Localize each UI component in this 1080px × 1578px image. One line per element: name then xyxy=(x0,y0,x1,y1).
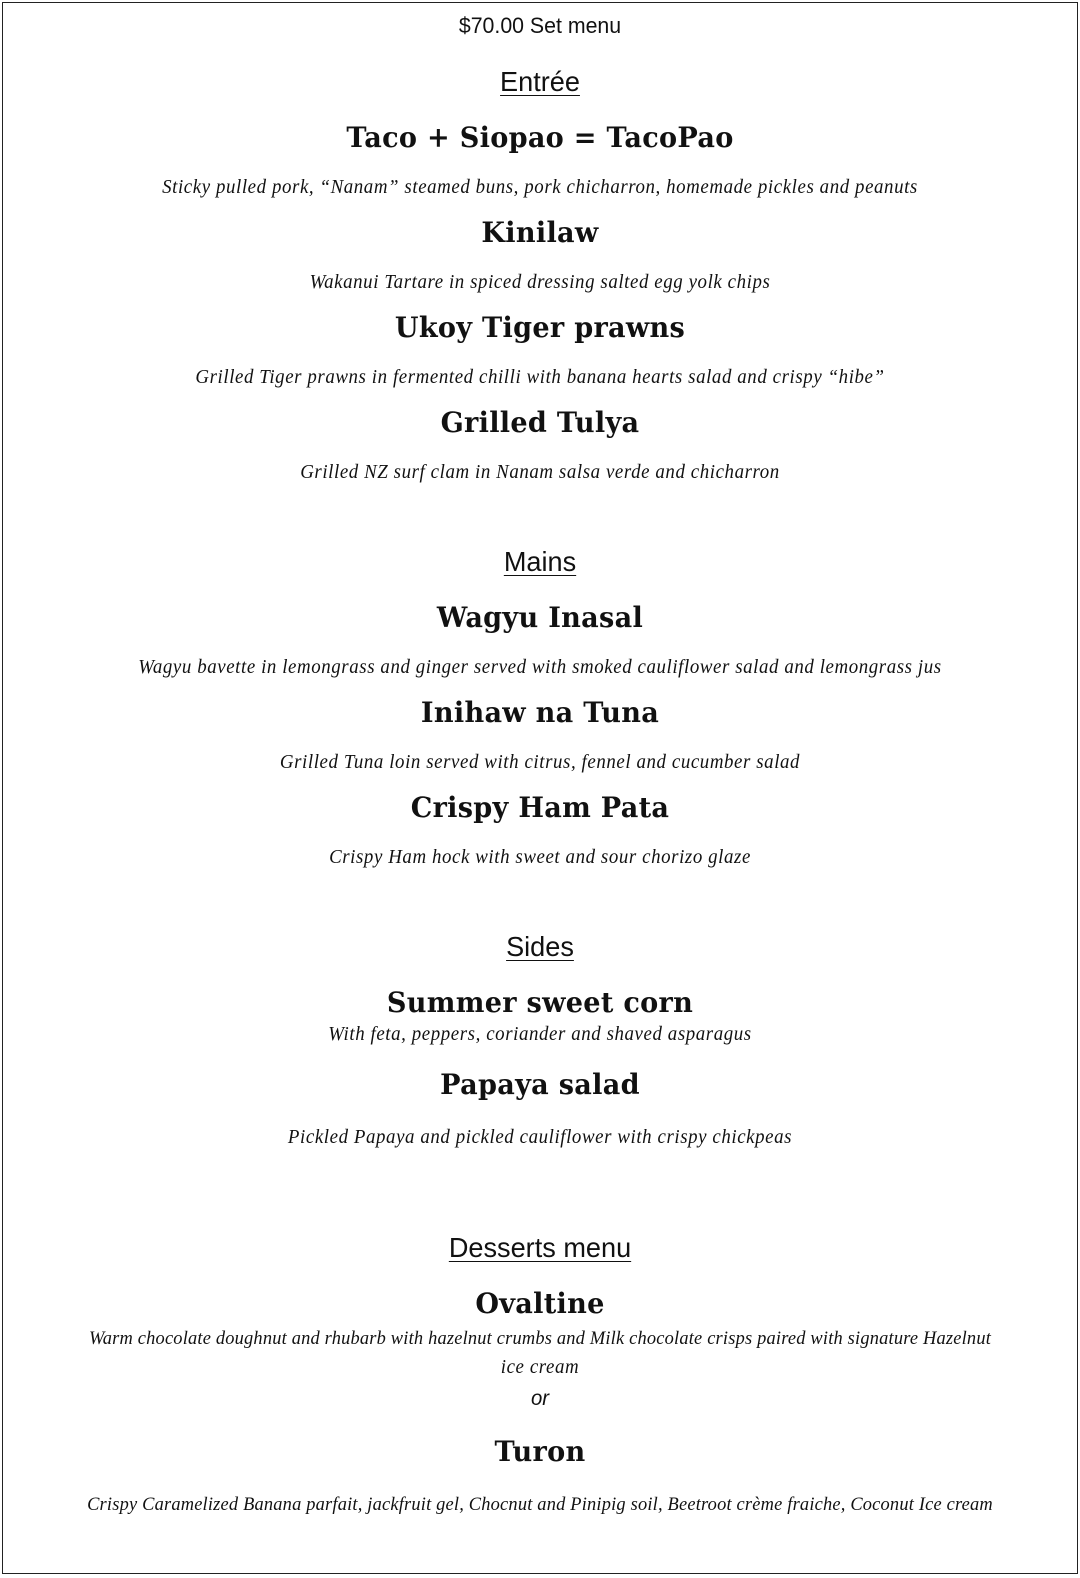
section-title-desserts: Desserts menu xyxy=(448,1232,632,1263)
dish-description: With feta, peppers, coriander and shaved asparagus xyxy=(328,1024,752,1045)
dish-name: Papaya salad xyxy=(440,1068,640,1101)
dish-description: Sticky pulled pork, “Nanam” steamed buns, pork chicharron, homemade pickles and peanuts xyxy=(162,177,918,198)
price-heading: $70.00 Set menu xyxy=(458,13,622,38)
dish-name: Turon xyxy=(494,1435,586,1468)
dish-name: Wagyu Inasal xyxy=(436,601,644,634)
dish-description: Crispy Ham hock with sweet and sour chorizo glaze xyxy=(329,847,751,868)
section-title-entree: Entrée xyxy=(500,66,580,97)
section-title-mains: Mains xyxy=(503,546,577,577)
dish-description: Grilled Tiger prawns in fermented chilli with banana hearts salad and crispy “hibe” xyxy=(195,367,885,388)
dish-name: Crispy Ham Pata xyxy=(410,791,670,824)
dish-description: Warm chocolate doughnut and rhubarb with hazelnut crumbs and Milk chocolate crisps paired with signature Hazelnut xyxy=(88,1328,992,1349)
dish-name: Taco + Siopao = TacoPao xyxy=(346,121,734,154)
dish-description: Grilled Tuna loin served with citrus, fennel and cucumber salad xyxy=(279,752,801,773)
menu-page xyxy=(2,2,1078,1574)
dish-description: Wagyu bavette in lemongrass and ginger served with smoked cauliflower salad and lemongrass jus xyxy=(138,657,942,678)
section-title-sides: Sides xyxy=(506,931,574,962)
dish-name: Grilled Tulya xyxy=(440,406,640,439)
dish-description: Grilled NZ surf clam in Nanam salsa verde and chicharron xyxy=(300,462,780,483)
dish-description-continued: ice cream xyxy=(500,1357,580,1378)
dish-description: Wakanui Tartare in spiced dressing salted egg yolk chips xyxy=(309,272,771,293)
or-separator: or xyxy=(530,1387,550,1410)
dish-description: Crispy Caramelized Banana parfait, jackfruit gel, Chocnut and Pinipig soil, Beetroot crème fraiche, Coconut Ice cream xyxy=(87,1494,993,1515)
dish-name: Kinilaw xyxy=(481,216,599,249)
dish-name: Ovaltine xyxy=(475,1287,605,1320)
dish-name: Summer sweet corn xyxy=(386,986,694,1019)
dish-name: Ukoy Tiger prawns xyxy=(394,311,686,344)
dish-description: Pickled Papaya and pickled cauliflower with crispy chickpeas xyxy=(287,1127,793,1148)
dish-name: Inihaw na Tuna xyxy=(420,696,660,729)
